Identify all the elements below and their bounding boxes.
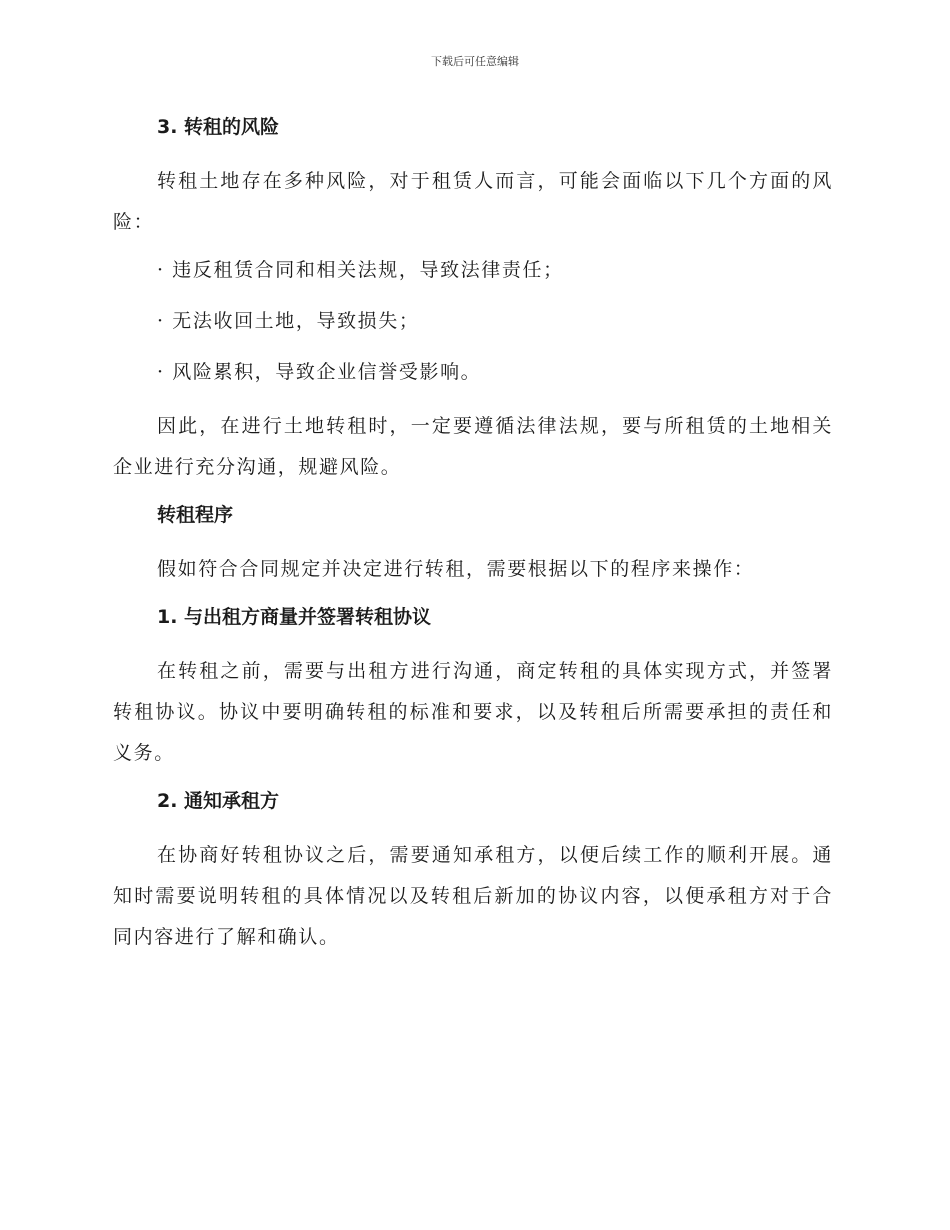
paragraph-step-1: 在转租之前，需要与出租方进行沟通，商定转租的具体实现方式，并签署转租协议。协议中要明确转租的标准和要求，以及转租后所需要承担的责任和义务。 [113, 660, 833, 764]
section-heading-step-2: 2. 通知承租方 [157, 790, 280, 812]
paragraph-procedure-intro: 假如符合合同规定并决定进行转租，需要根据以下的程序来操作： [157, 558, 755, 580]
bullet-item: · 违反租赁合同和相关法规，导致法律责任； [157, 259, 564, 281]
section-heading-risks: 3. 转租的风险 [157, 116, 280, 138]
bullet-item: · 无法收回土地，导致损失； [157, 310, 420, 332]
bullet-item: · 风险累积，导致企业信誉受影响。 [157, 361, 482, 383]
section-heading-step-1: 1. 与出租方商量并签署转租协议 [157, 606, 432, 628]
section-heading-procedure: 转租程序 [157, 504, 234, 526]
paragraph-step-2: 在协商好转租协议之后，需要通知承租方，以便后续工作的顺利开展。通知时需要说明转租的具体情况以及转租后新加的协议内容，以便承租方对于合同内容进行了解和确认。 [113, 844, 833, 948]
paragraph-risks-intro: 转租土地存在多种风险，对于租赁人而言，可能会面临以下几个方面的风险： [113, 170, 833, 233]
page-header: 下载后可任意编辑 [431, 55, 519, 68]
document-body [113, 110, 833, 968]
paragraph-risks-conclusion: 因此，在进行土地转租时，一定要遵循法律法规，要与所租赁的土地相关企业进行充分沟通，规避风险。 [113, 415, 833, 478]
